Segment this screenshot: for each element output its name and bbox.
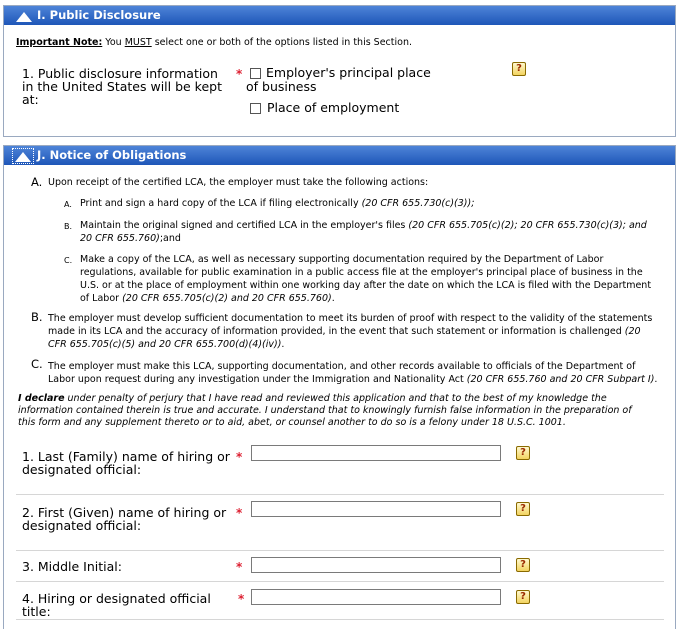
checkbox-place-of-employment[interactable] — [250, 103, 261, 114]
option-place-of-employment-label[interactable]: Place of employment — [267, 100, 400, 115]
obligation-a-item-a-letter: A. — [64, 200, 72, 209]
help-question-icon[interactable]: ? — [516, 590, 530, 604]
section-i-header[interactable] — [4, 6, 675, 25]
help-question-icon[interactable]: ? — [512, 62, 526, 76]
declaration-text: I declare under penalty of perjury that I have read and reviewed this application and that to the best of my knowledge the information contained therein is true and accurate. I understand that to knowingly furnish false information in the preparation of this form and any supplement thereto or to aid, abet, or counsel another to do so is a felony under 18 U.S.C. 1001. — [18, 393, 632, 428]
required-asterisk: * — [238, 592, 245, 606]
important-note: Important Note: You MUST select one or both of the options listed in this Section. — [16, 37, 412, 48]
obligation-b-letter: B. — [31, 310, 43, 324]
obligation-b-text: The employer must develop sufficient documentation to meet its burden of proof with respect to the validity of the statements made in its LCA and the accuracy of information provided, in the event that such statement or information is challenged (20 CFR 655.705(c)(5) and 20 CFR 655.700(d)(4)(iv)). — [48, 313, 653, 350]
section-j-title: J. Notice of Obligations — [37, 148, 187, 162]
field-divider — [16, 581, 664, 582]
help-question-icon[interactable]: ? — [516, 502, 530, 516]
field-last-name-label: 1. Last (Family) name of hiring or designated official: — [22, 449, 230, 477]
required-asterisk: * — [236, 506, 243, 520]
required-asterisk: * — [236, 450, 243, 464]
obligation-a-item-a-text: Print and sign a hard copy of the LCA if filing electronically (20 CFR 655.730(c)(3)); — [80, 198, 475, 209]
section-notice-of-obligations — [3, 145, 676, 629]
obligation-a-letter: A. — [31, 175, 43, 189]
section-public-disclosure — [3, 5, 676, 137]
obligation-a-item-b-text: Maintain the original signed and certified LCA in the employer's files (20 CFR 655.705(c)(2); 20 CFR 655.730(c)(3); and 20 CFR 655.760);and — [80, 220, 647, 244]
required-asterisk: * — [236, 67, 243, 81]
field-divider — [16, 619, 664, 620]
help-question-icon[interactable]: ? — [516, 558, 530, 572]
field-middle-initial-label: 3. Middle Initial: — [22, 559, 122, 574]
middle-initial-input[interactable] — [251, 557, 501, 573]
collapse-arrow-icon[interactable] — [14, 9, 34, 23]
obligation-a-item-b-letter: B. — [64, 222, 73, 231]
section-j-header[interactable] — [4, 146, 675, 165]
note-must: MUST — [124, 37, 152, 48]
obligation-c-letter: C. — [31, 357, 43, 371]
required-asterisk: * — [236, 560, 243, 574]
obligation-a-item-c-letter: C. — [64, 256, 73, 265]
field-divider — [16, 550, 664, 551]
collapse-arrow-icon[interactable] — [12, 148, 34, 164]
obligation-a-text: Upon receipt of the certified LCA, the employer must take the following actions: — [48, 177, 429, 188]
first-name-input[interactable] — [251, 501, 501, 517]
field-official-title-label: 4. Hiring or designated official title: — [22, 591, 211, 619]
obligation-c-text: The employer must make this LCA, supporting documentation, and other records available to officials of the Department of Labor upon request during any investigation under the Immigration and Nationality Act (20 CFR 655.760 and 20 CFR Subpart I). — [48, 361, 658, 385]
option-principal-place-label[interactable]: Employer's principal place of business — [246, 65, 431, 94]
field-first-name-label: 2. First (Given) name of hiring or designated official: — [22, 505, 227, 533]
help-question-icon[interactable]: ? — [516, 446, 530, 460]
q1-public-disclosure-label: 1. Public disclosure information in the United States will be kept at: — [22, 66, 223, 107]
last-name-input[interactable] — [251, 445, 501, 461]
official-title-input[interactable] — [251, 589, 501, 605]
note-label: Important Note: — [16, 37, 103, 48]
obligation-a-item-c-text: Make a copy of the LCA, as well as necessary supporting documentation required by the Department of Labor regulations, available for public examination in a public access file at the employer's principal place of business in the U.S. or at the place of employment within one working day after the date on which the LCA is filed with the Department of Labor (20 CFR 655.705(c)(2) and 20 CFR 655.760). — [80, 254, 652, 304]
field-divider — [16, 494, 664, 495]
section-i-title: I. Public Disclosure — [37, 8, 161, 22]
declaration-bold: I declare — [18, 393, 65, 404]
